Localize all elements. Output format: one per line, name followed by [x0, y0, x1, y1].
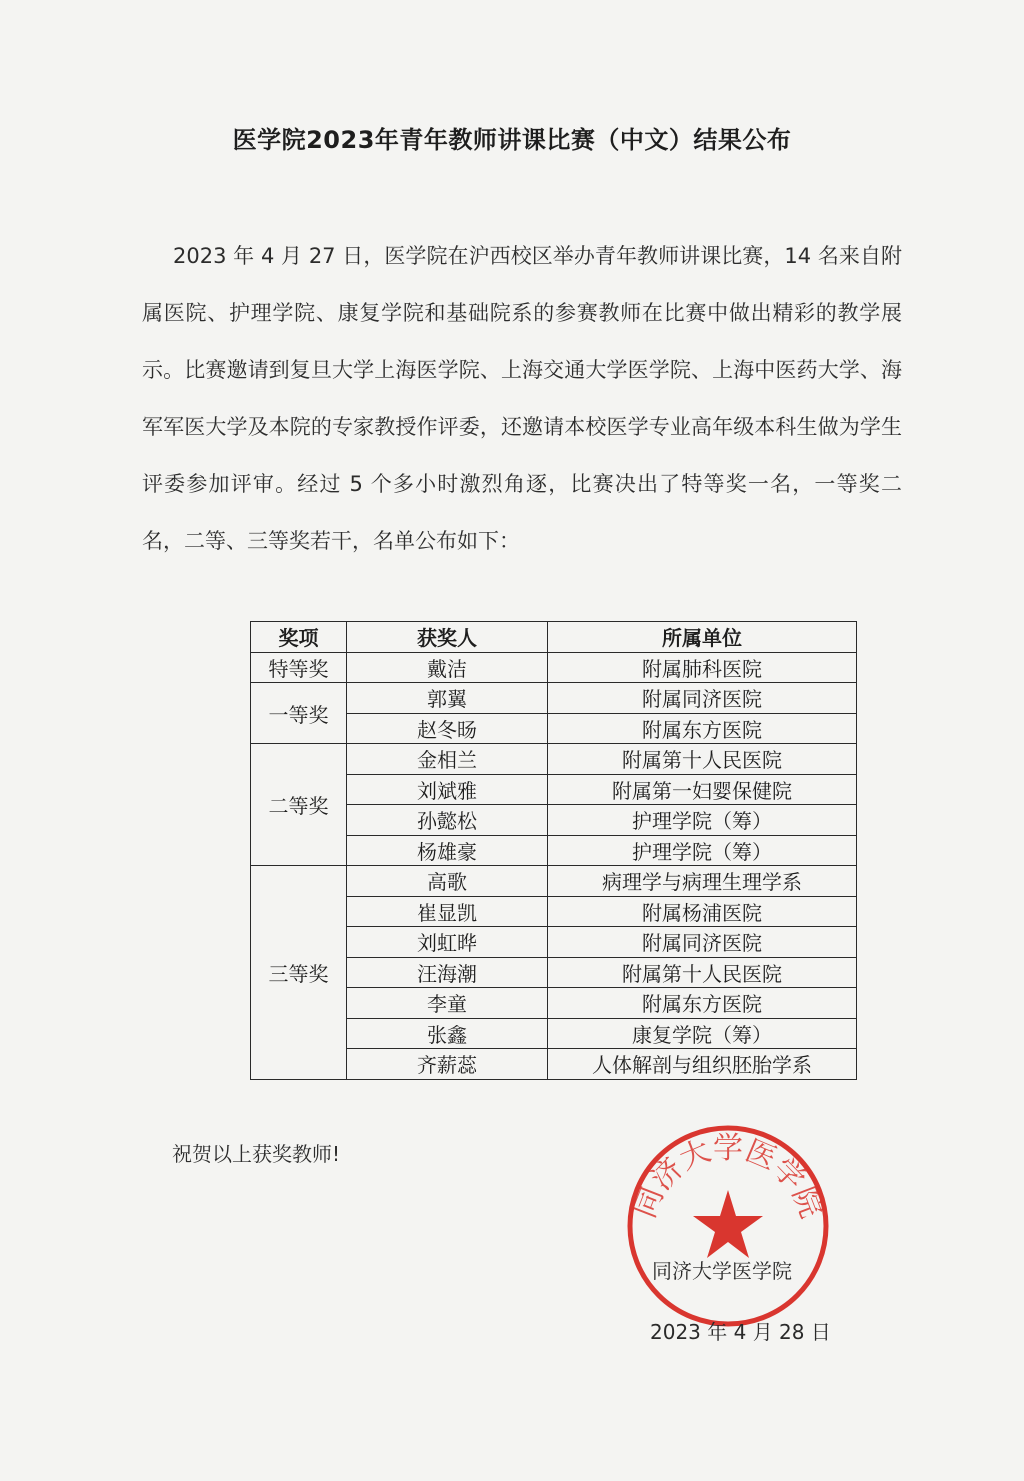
winner-unit: 病理学与病理生理学系	[548, 866, 857, 897]
winner-name: 齐薪蕊	[347, 1049, 548, 1080]
congratulations-text: 祝贺以上获奖教师!	[172, 1142, 341, 1166]
seal-text: 同济大学医学院	[627, 1131, 829, 1223]
winner-name: 刘斌雅	[347, 774, 548, 805]
winner-unit: 附属东方医院	[548, 988, 857, 1019]
winner-name: 杨雄豪	[347, 835, 548, 866]
table-row	[251, 683, 857, 714]
winner-unit: 附属第十人民医院	[548, 957, 857, 988]
winner-unit: 附属杨浦医院	[548, 896, 857, 927]
award-category: 一等奖	[251, 683, 347, 744]
table-header-row	[251, 622, 857, 653]
header-unit: 所属单位	[548, 622, 857, 653]
official-seal	[622, 1120, 834, 1332]
award-category: 特等奖	[251, 652, 347, 683]
table-row	[251, 744, 857, 775]
winner-unit: 人体解剖与组织胚胎学系	[548, 1049, 857, 1080]
winner-name: 刘虹晔	[347, 927, 548, 958]
signer-name: 同济大学医学院	[652, 1259, 792, 1283]
intro-paragraph: 2023 年 4 月 27 日，医学院在沪西校区举办青年教师讲课比赛，14 名来自附属医院、护理学院、康复学院和基础院系的参赛教师在比赛中做出精彩的教学展示。比赛邀请到复旦大学上海医学院、上海交通大学医学院、上海中医药大学、海军军医大学及本院的专家教授作评委，还邀请本校医学专业高年级本科生做为学生评委参加评审。经过 5 个多小时激烈角逐，比赛决出了特等奖一名，一等奖二名，二等、三等奖若干，名单公布如下：	[142, 244, 902, 553]
winner-name: 郭翼	[347, 683, 548, 714]
winner-unit: 护理学院（筹）	[548, 835, 857, 866]
winner-name: 崔显凯	[347, 896, 548, 927]
award-category: 二等奖	[251, 744, 347, 866]
seal-star-icon	[693, 1190, 763, 1258]
winner-name: 孙懿松	[347, 805, 548, 836]
header-winner: 获奖人	[347, 622, 548, 653]
winner-name: 汪海潮	[347, 957, 548, 988]
awards-table	[250, 621, 857, 1080]
winner-name: 高歌	[347, 866, 548, 897]
winner-unit: 康复学院（筹）	[548, 1018, 857, 1049]
document-title: 医学院2023年青年教师讲课比赛（中文）结果公布	[232, 126, 792, 154]
winner-unit: 附属肺科医院	[548, 652, 857, 683]
winner-name: 赵冬旸	[347, 713, 548, 744]
table-row	[251, 866, 857, 897]
winner-name: 张鑫	[347, 1018, 548, 1049]
table-row	[251, 652, 857, 683]
winner-name: 金相兰	[347, 744, 548, 775]
winner-unit: 附属同济医院	[548, 683, 857, 714]
winner-unit: 护理学院（筹）	[548, 805, 857, 836]
winner-unit: 附属同济医院	[548, 927, 857, 958]
awards-table-body	[251, 652, 857, 1079]
winner-name: 戴洁	[347, 652, 548, 683]
signing-date: 2023 年 4 月 28 日	[650, 1320, 831, 1344]
award-category: 三等奖	[251, 866, 347, 1080]
body-paragraph-block	[142, 228, 902, 570]
header-award: 奖项	[251, 622, 347, 653]
winner-unit: 附属东方医院	[548, 713, 857, 744]
winner-unit: 附属第一妇婴保健院	[548, 774, 857, 805]
winner-unit: 附属第十人民医院	[548, 744, 857, 775]
winner-name: 李童	[347, 988, 548, 1019]
